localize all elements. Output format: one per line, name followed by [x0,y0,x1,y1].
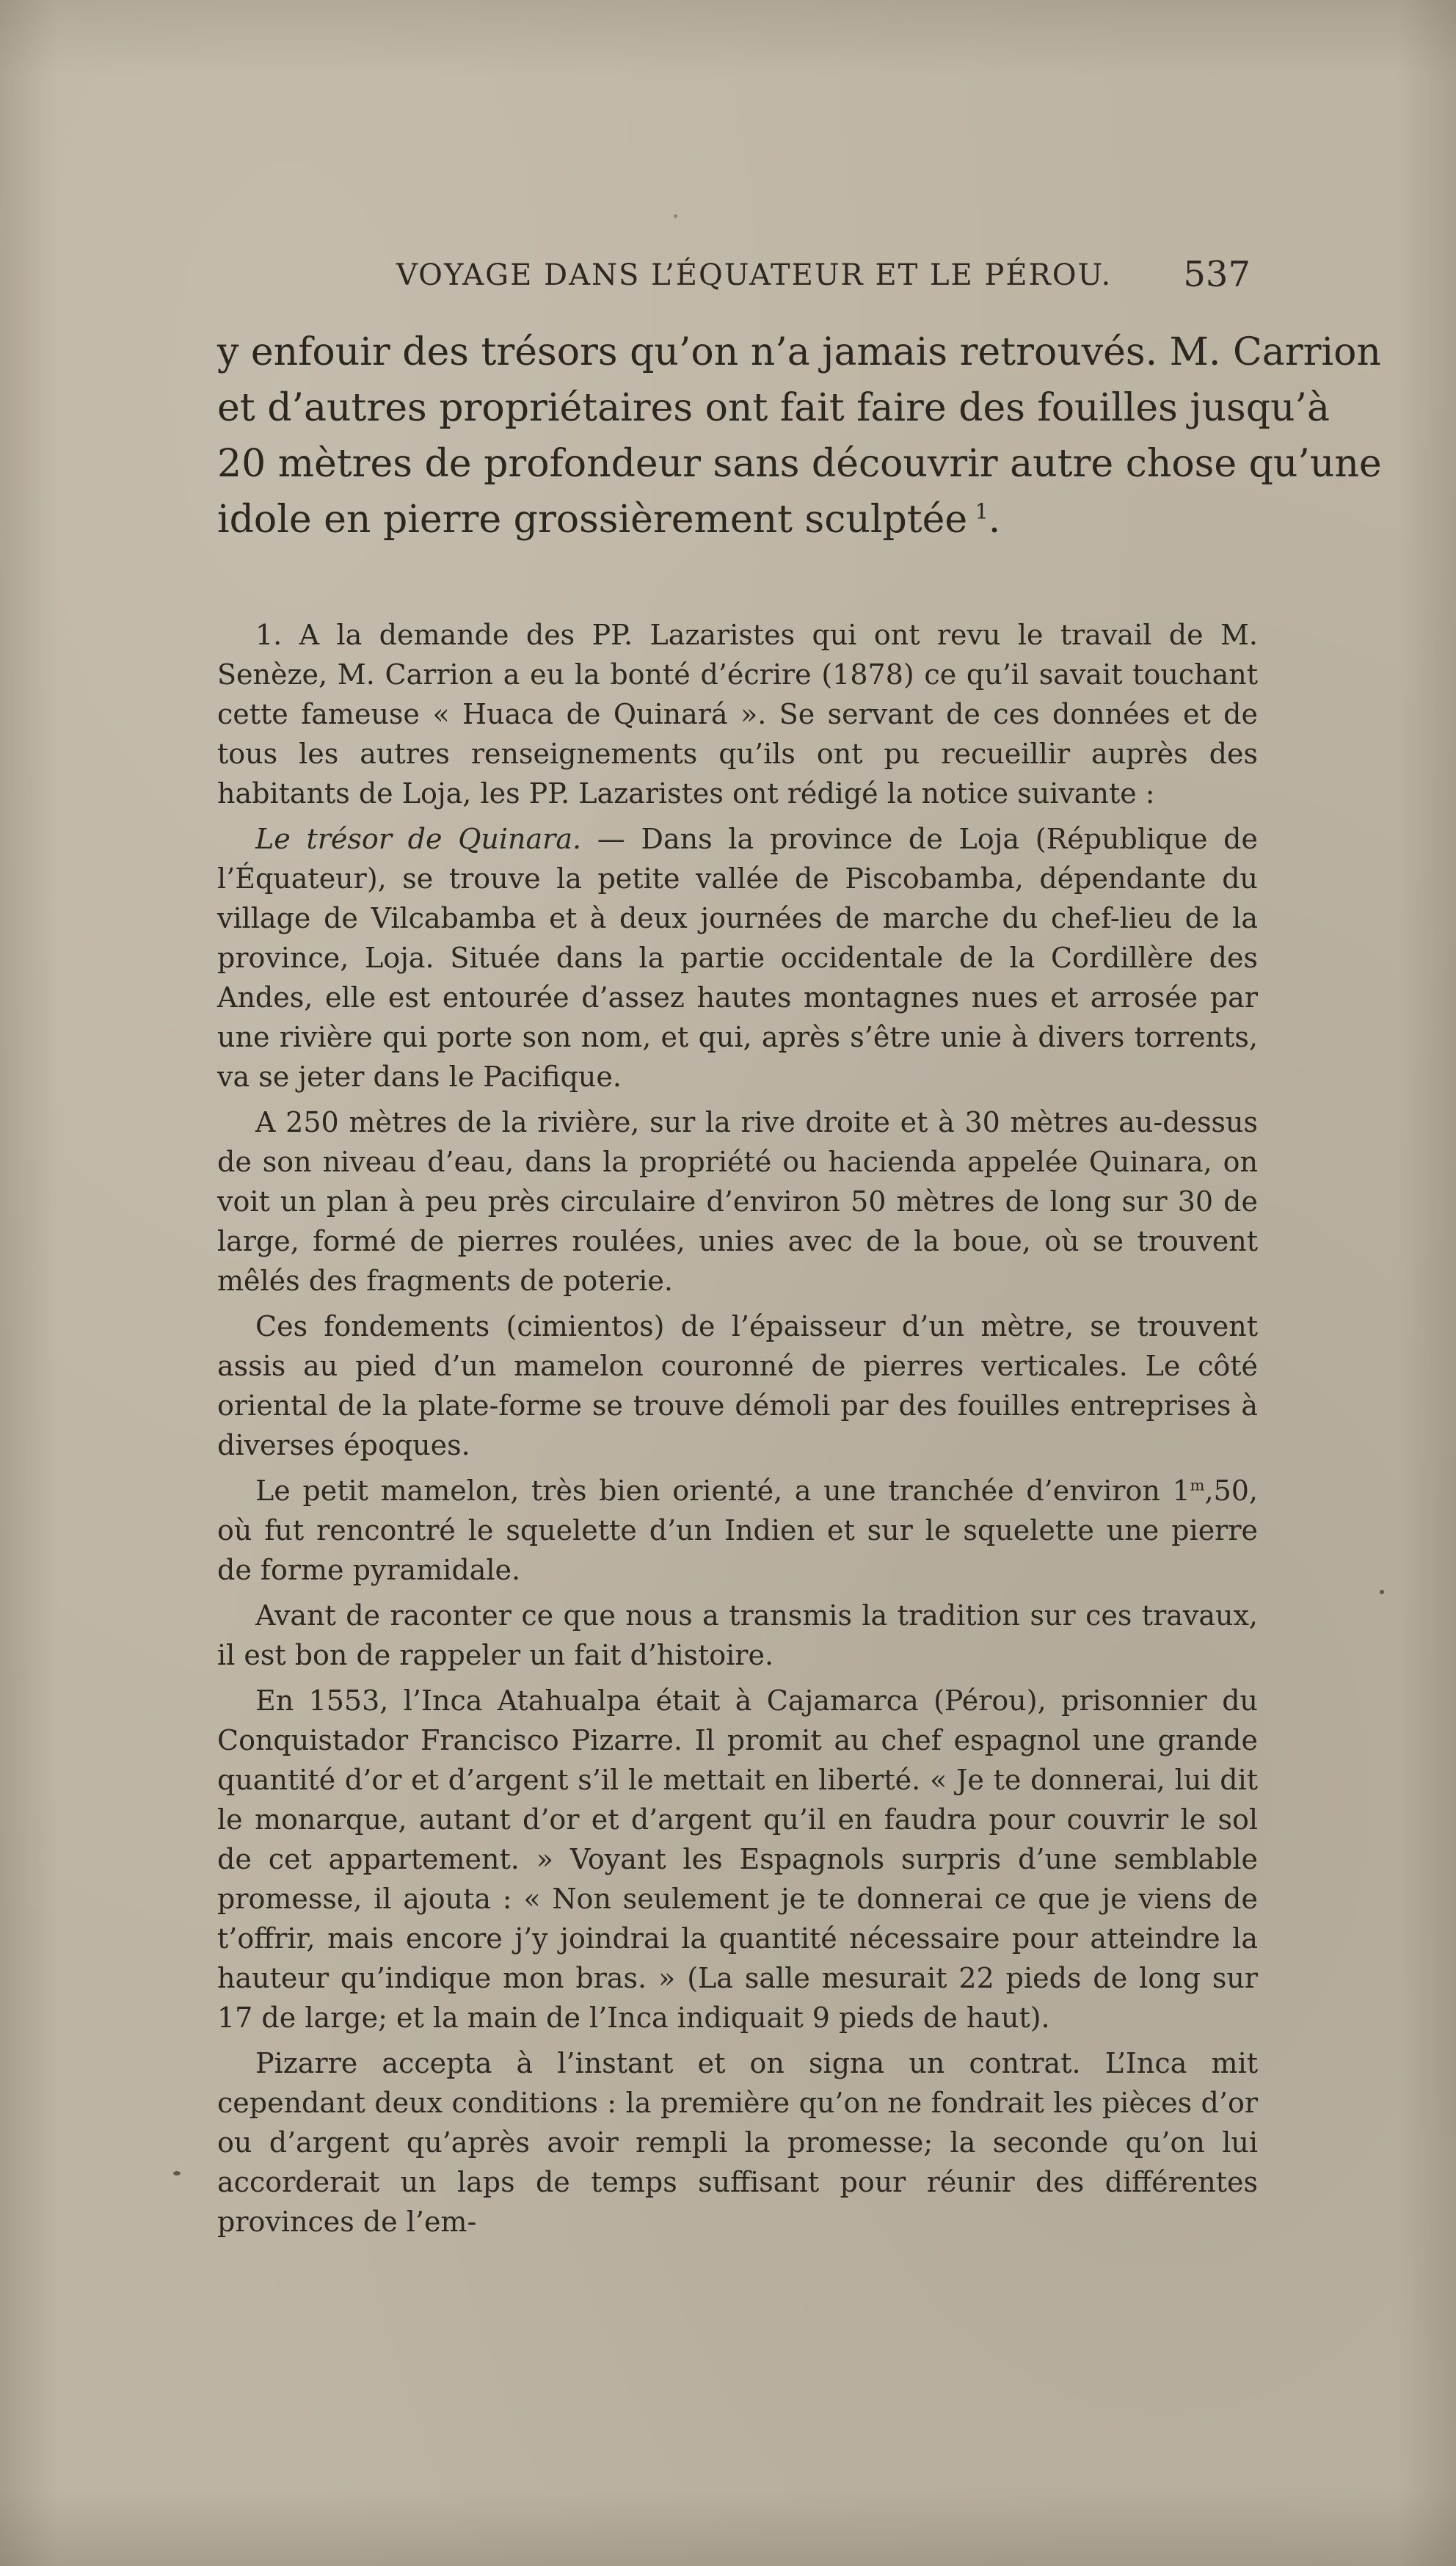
running-title: VOYAGE DANS L’ÉQUATEUR ET LE PÉROU. [396,258,1113,292]
footnotes [217,615,1258,2247]
running-head [220,254,1251,302]
footnote-paragraph-text: Le petit mamelon, très bien orienté, a une tranchée d’environ 1 [255,1475,1190,1507]
footnote-intro [217,615,1258,813]
main-text-line: et d’autres propriétaires ont fait faire des fouilles jusqu’à [217,386,1330,430]
paper-speck [1380,1590,1384,1594]
footnote-paragraph-2: A 250 mètres de la rivière, sur la rive droite et à 30 mètres au-dessus de son niveau d’eau, dans la propriété ou hacienda appelée Quinara, on voit un plan à peu près circulaire d’environ 50 mètres de long sur 30 de large, formé de pierres roulées, unies avec de la boue, où se trouvent mêlés des fragments de poterie. [217,1106,1258,1297]
footnote-reference: 1 [975,498,989,524]
footnote-paragraph-3: Ces fondements (cimientos) de l’épaisseur d’un mètre, se trouvent assis au pied d’un mamelon couronné de pierres verticales. Le côté oriental de la plate-forme se trouve démoli par des fouilles entreprises à diverses époques. [217,1310,1258,1461]
main-text-line: y enfouir des trésors qu’on n’a jamais retrouvés. M. Carrion [217,330,1381,374]
footnote-number: 1. [255,619,283,651]
main-text-line: idole en pierre grossièrement sculptée [217,498,968,542]
main-text [217,324,1382,548]
footnote-paragraph-7: Pizarre accepta à l’instant et on signa un contrat. L’Inca mit cependant deux conditions : la première qu’on ne fondrait les pièces d’or ou d’argent qu’après avoir rempli la promesse; la seconde qu’on lui accorderait un laps de temps suffisant pour réunir des différentes provinces de l’em- [217,2047,1258,2238]
page-number: 537 [1183,254,1251,295]
footnote-paragraph-text: — Dans la province de Loja (République de l’Équateur), se trouve la petite vallée de Piscobamba, dépendante du village de Vilcabamba et à deux journées de marche du chef-lieu de la province, Loja. Située dans la partie occidentale de la Cordillère des Andes, elle est entourée d’assez hautes montagnes nues et arrosée par une rivière qui porte son nom, et qui, après s’être unie à divers torrents, va se jeter dans le Pacifique. [217,823,1258,1093]
footnote-paragraph-4 [217,1471,1258,1590]
paper-speck [674,214,677,218]
footnote-paragraph-1 [217,819,1258,1097]
footnote-paragraph-5: Avant de raconter ce que nous a transmis la tradition sur ces travaux, il est bon de rappeler un fait d’histoire. [217,1599,1258,1671]
end-punctuation: . [988,498,1001,542]
footnote-intro-text: A la demande des PP. Lazaristes qui ont revu le travail de M. Senèze, M. Carrion a eu la bonté d’écrire (1878) ce qu’il savait touchant cette fameuse « Huaca de Quinará ». Se servant de ces données et de tous les autres renseignements qu’ils ont pu recueillir auprès des habitants de Loja, les PP. Lazaristes ont rédigé la notice suivante : [217,619,1258,810]
unit-superscript: m [1190,1476,1205,1494]
footnote-paragraph-6: En 1553, l’Inca Atahualpa était à Cajamarca (Pérou), prisonnier du Conquistador Francisco Pizarre. Il promit au chef espagnol une grande quantité d’or et d’argent s’il le mettait en liberté. « Je te donnerai, lui dit le monarque, autant d’or et d’argent qu’il en faudra pour couvrir le sol de cet appartement. » Voyant les Espagnols surpris d’une semblable promesse, il ajouta : « Non seulement je te donnerai ce que je viens de t’offrir, mais encore j’y joindrai la quantité nécessaire pour atteindre la hauteur qu’indique mon bras. » (La salle mesurait 22 pieds de long sur 17 de large; et la main de l’Inca indiquait 9 pieds de haut). [217,1684,1258,2034]
paper-speck [173,2171,181,2176]
main-text-line: 20 mètres de profondeur sans découvrir autre chose qu’une [217,442,1382,486]
main-text-line-last [217,492,1253,548]
footnote-paragraph-text: ,50, où fut rencontré le squelette d’un Indien et sur le squelette une pierre de forme pyramidale. [217,1475,1258,1586]
footnote-section-title: Le trésor de Quinara. [255,823,582,855]
